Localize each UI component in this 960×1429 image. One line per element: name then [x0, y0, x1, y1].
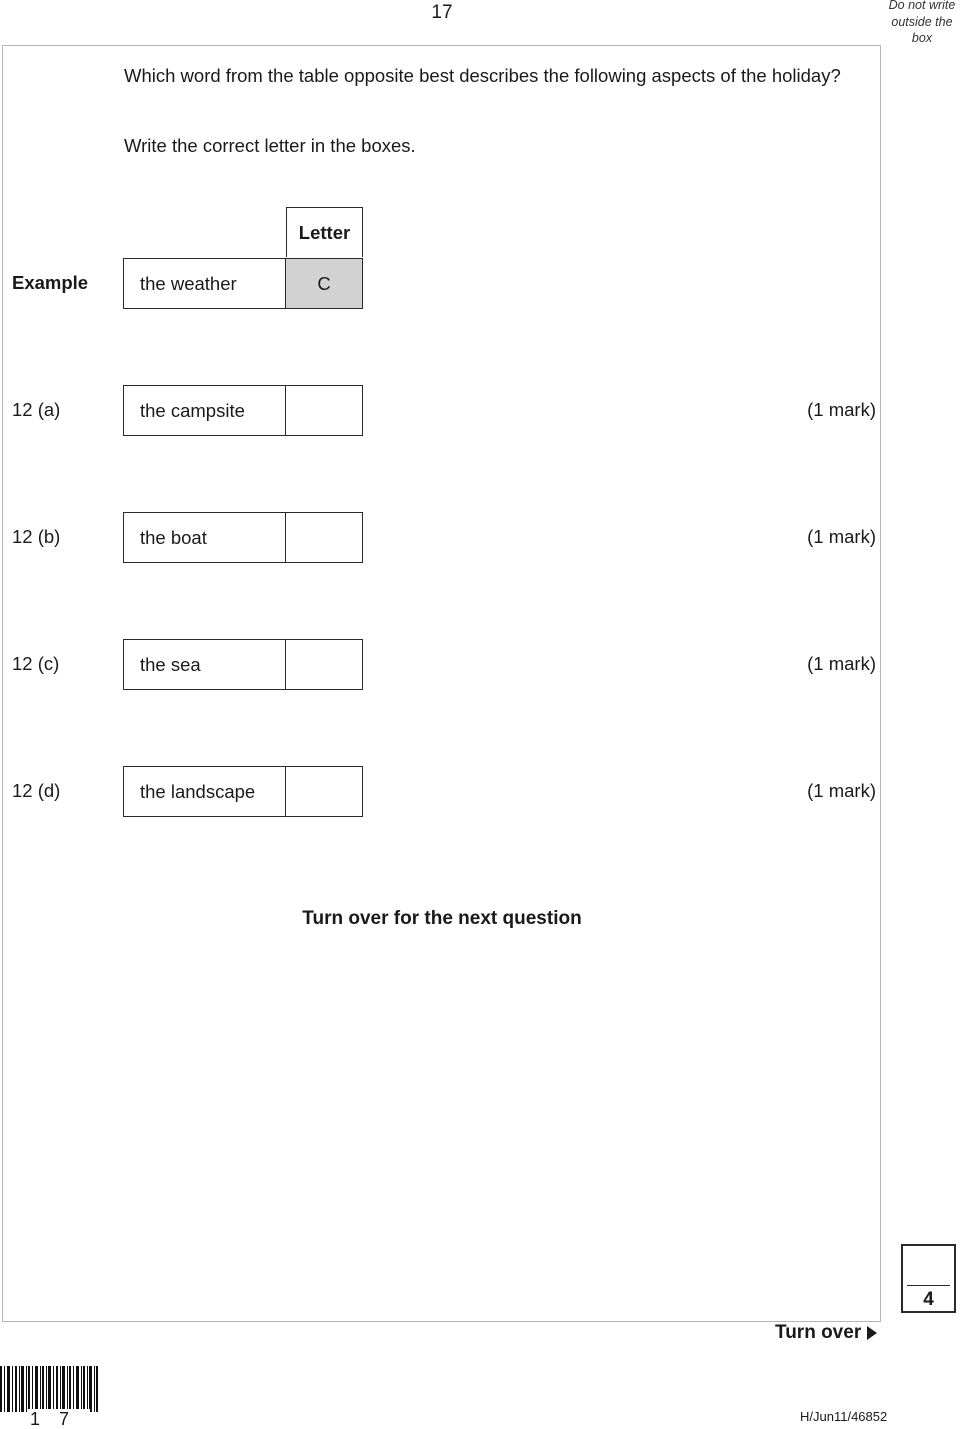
question-number: 12 (d) — [12, 780, 61, 801]
turn-over-label: Turn over — [775, 1322, 862, 1343]
turn-over — [775, 1322, 877, 1344]
aspect-label: the boat — [124, 513, 286, 562]
score-total: 4 — [923, 1289, 934, 1310]
play-arrow-icon — [867, 1326, 877, 1340]
answer-letter-box[interactable] — [286, 513, 362, 562]
page-number: 17 — [431, 2, 453, 23]
example-label: Example — [12, 272, 89, 293]
answer-row — [123, 385, 363, 436]
mark-allocation: (1 mark) — [807, 399, 876, 420]
answer-letter-box[interactable] — [286, 640, 362, 689]
margin-note-line: box — [911, 31, 933, 45]
question-number: 12 (b) — [12, 526, 61, 547]
example-row — [123, 258, 363, 309]
answer-row — [123, 512, 363, 563]
example-aspect: the weather — [124, 259, 286, 308]
paper-reference: H/Jun11/46852 — [800, 1409, 888, 1424]
letter-column-header: Letter — [286, 207, 363, 257]
answer-row — [123, 766, 363, 817]
margin-note-line: Do not write — [888, 0, 956, 12]
score-box-line — [907, 1285, 950, 1286]
question-text: Which word from the table opposite best describes the following aspects of the holiday? — [124, 65, 841, 86]
mark-allocation: (1 mark) — [807, 526, 876, 547]
answer-letter-box[interactable] — [286, 386, 362, 435]
mark-allocation: (1 mark) — [807, 653, 876, 674]
margin-note — [884, 0, 960, 47]
question-number: 12 (a) — [12, 399, 61, 420]
barcode-icon — [0, 1366, 98, 1412]
mark-allocation: (1 mark) — [807, 780, 876, 801]
aspect-label: the sea — [124, 640, 286, 689]
answer-row — [123, 639, 363, 690]
answer-letter-box[interactable] — [286, 767, 362, 816]
aspect-label: the landscape — [124, 767, 286, 816]
turn-over-next-question: Turn over for the next question — [302, 908, 582, 929]
example-letter: C — [286, 259, 362, 308]
question-number: 12 (c) — [12, 653, 60, 674]
barcode-digits: 17 — [30, 1409, 89, 1429]
aspect-label: the campsite — [124, 386, 286, 435]
margin-note-line: outside the — [891, 14, 953, 29]
write-instruction: Write the correct letter in the boxes. — [124, 135, 416, 156]
